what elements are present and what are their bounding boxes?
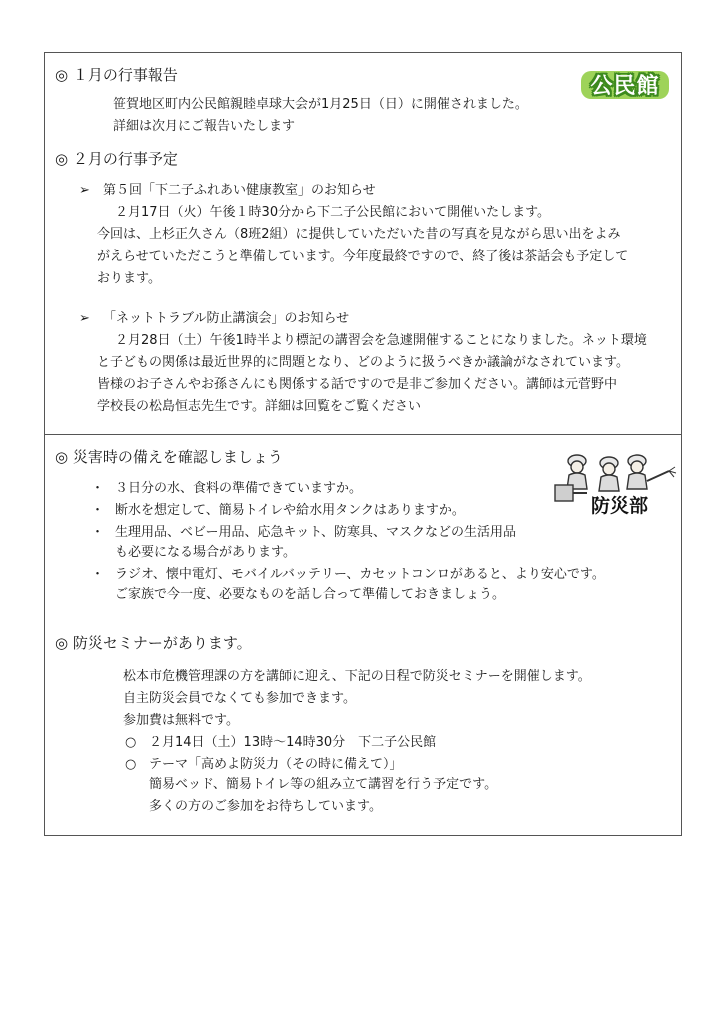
circle-bullet-icon: ○	[125, 735, 137, 750]
net-trouble-line: と子どもの関係は最近世界的に問題となり、どのように扱うべきか議論がなされています。	[97, 355, 629, 370]
section-divider	[45, 434, 681, 435]
section-disaster-prep-heading: ◎ 災害時の備えを確認しましょう	[55, 448, 283, 466]
seminar-detail-line: 簡易ベッド、簡易トイレ等の組み立て講習を行う予定です。	[149, 777, 498, 792]
disaster-prep-item: ラジオ、懐中電灯、モバイルバッテリー、カセットコンロがあると、より安心です。	[115, 567, 605, 582]
kominkan-logo	[577, 65, 673, 103]
dot-bullet-icon: ・	[91, 567, 105, 582]
health-class-line: ２月17日（火）午後１時30分から下二子公民館において開催いたします。	[115, 205, 551, 220]
health-class-line: 今回は、上杉正久さん（8班2組）に提供していただいた昔の写真を見ながら思い出をよみ	[97, 227, 621, 242]
dot-bullet-icon: ・	[91, 481, 105, 496]
health-class-line: おります。	[97, 271, 161, 286]
seminar-line: 自主防災会員でなくても参加できます。	[123, 691, 356, 706]
seminar-theme-line: テーマ「高めよ防災力（その時に備えて）」	[149, 757, 403, 772]
section-jan-report-heading: ◎ １月の行事報告	[55, 66, 178, 84]
disaster-prep-item: 断水を想定して、簡易トイレや給水用タンクはありますか。	[115, 503, 465, 518]
disaster-prep-item: 生理用品、ベビー用品、応急キット、防寒具、マスクなどの生活用品	[115, 525, 517, 540]
disaster-prep-closing: ご家族で今一度、必要なものを話し合って準備しておきましょう。	[115, 587, 506, 602]
disaster-prep-item: ３日分の水、食料の準備できていますか。	[115, 481, 363, 496]
seminar-detail-line: 多くの方のご参加をお待ちしています。	[149, 799, 382, 814]
bousaibu-logo-text: 防災部	[591, 495, 649, 517]
health-class-line: がえらせていただこうと準備しています。今年度最終ですので、終了後は茶話会も予定して	[97, 249, 629, 264]
seminar-date-line: ２月14日（土）13時～14時30分 下二子公民館	[149, 735, 437, 750]
net-trouble-title: 「ネットトラブル防止講演会」のお知らせ	[103, 311, 350, 326]
seminar-line: 参加費は無料です。	[123, 713, 239, 728]
net-trouble-line: 皆様のお子さんやお孫さんにも関係する話ですので是非ご参加ください。講師は元菅野中	[97, 377, 618, 392]
jan-report-line: 詳細は次月にご報告いたします	[113, 119, 296, 134]
bousaibu-logo	[551, 451, 677, 525]
jan-report-line: 笹賀地区町内公民館親睦卓球大会が1月25日（日）に開催されました。	[113, 97, 528, 112]
disaster-prep-item-continued: も必要になる場合があります。	[115, 545, 296, 560]
net-trouble-line: ２月28日（土）午後1時半より標記の講習会を急遽開催することになりました。ネット環境	[115, 333, 647, 348]
section-seminar-heading: ◎ 防災セミナーがあります。	[55, 634, 252, 652]
kominkan-logo-text: 公民館	[590, 73, 660, 99]
section-feb-schedule-heading: ◎ ２月の行事予定	[55, 150, 178, 168]
arrow-bullet-icon: ➢	[79, 183, 90, 198]
dot-bullet-icon: ・	[91, 503, 105, 518]
newsletter-frame	[44, 52, 682, 836]
circle-bullet-icon: ○	[125, 757, 137, 772]
dot-bullet-icon: ・	[91, 525, 105, 540]
arrow-bullet-icon: ➢	[79, 311, 90, 326]
seminar-line: 松本市危機管理課の方を講師に迎え、下記の日程で防災セミナーを開催します。	[123, 669, 591, 684]
health-class-title: 第５回「下二子ふれあい健康教室」のお知らせ	[103, 183, 376, 198]
net-trouble-line: 学校長の松島恒志先生です。詳細は回覧をご覧ください	[97, 399, 421, 414]
